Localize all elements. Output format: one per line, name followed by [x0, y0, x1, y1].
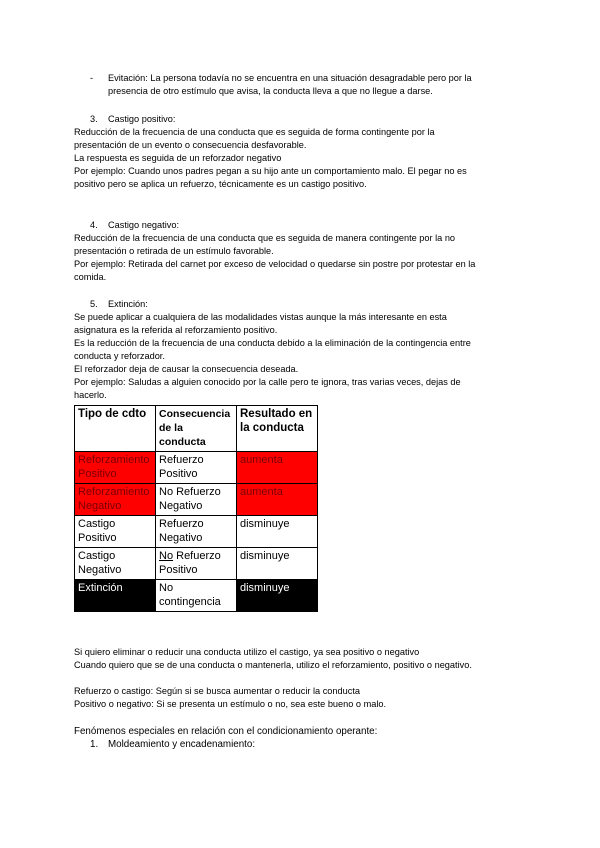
summary-block-2: Refuerzo o castigo: Según si se busca aumentar o reducir la conducta Positivo o negativo: Si se presenta un estímulo o no, sea este bueno o malo.: [74, 686, 387, 709]
header-consecuencia: Consecuencia de la conducta: [156, 406, 237, 452]
cell-tipo: Reforzamiento Negativo: [75, 484, 156, 516]
bullet-marker: -: [90, 73, 94, 83]
cell-resultado: aumenta: [237, 452, 318, 484]
evitacion-text: Evitación: La persona todavía no se encuentra en una situación desagradable pero por la presencia de otro estímulo que avisa, la conducta lleva a que no llegue a darse.: [108, 73, 472, 96]
cell-consecuencia: No Refuerzo Positivo: [156, 548, 237, 580]
castigo-positivo-body: Reducción de la frecuencia de una conducta que es seguida de forma contingente por la presentación de un evento o consecuencia desfavorable. La respuesta es seguida de un reforzador negativo Por ejemplo: Cuando unos padres pegan a su hijo ante un comportamiento malo. El pegar no es positivo pero se aplica un refuerzo, técnicamente es un castigo positivo.: [74, 127, 467, 189]
fenomenos-title: Fenómenos especiales en relación con el condicionamiento operante:: [74, 726, 378, 737]
extincion-body: Se puede aplicar a cualquiera de las modalidades vistas aunque la más interesante en esta asignatura es la referida al reforzamiento positivo. Es la reducción de la frecuencia de una conducta debido a la eliminación de la contingencia entre conducta y reforzador. El reforzador deja de causar la consecuencia deseada. Por ejemplo: Saludas a alguien conocido por la calle pero te ignora, tras varias veces, dejas de hacerlo.: [74, 312, 471, 400]
cell-resultado: disminuye: [237, 548, 318, 580]
castigo-negativo-heading: 4. Castigo negativo:: [90, 220, 179, 230]
conditioning-table: [74, 405, 318, 612]
table-row: [75, 516, 318, 548]
castigo-negativo-body: Reducción de la frecuencia de una conducta que es seguida de manera contingente por la no presentación o retirada de un estímulo favorable. Por ejemplo: Retirada del carnet por exceso de velocidad o quedarse sin postre por protestar en la comida.: [74, 233, 476, 282]
table-row: [75, 580, 318, 612]
header-tipo: Tipo de cdto: [75, 406, 156, 452]
cell-consecuencia: Refuerzo Positivo: [156, 452, 237, 484]
extincion-heading: 5. Extinción:: [90, 299, 148, 309]
header-resultado: Resultado en la conducta: [237, 406, 318, 452]
table-header-row: [75, 406, 318, 452]
cell-resultado: disminuye: [237, 516, 318, 548]
cell-resultado: disminuye: [237, 580, 318, 612]
table-row: [75, 484, 318, 516]
cell-tipo: Castigo Positivo: [75, 516, 156, 548]
summary-block-1: Si quiero eliminar o reducir una conducta utilizo el castigo, ya sea positivo o negativo Cuando quiero que se de una conducta o mantenerla, utilizo el reforzamiento, positivo o negativo.: [74, 647, 472, 670]
table-row: [75, 548, 318, 580]
table-row: [75, 452, 318, 484]
cell-tipo: Extinción: [75, 580, 156, 612]
cell-consecuencia: No Refuerzo Negativo: [156, 484, 237, 516]
cell-consecuencia: Refuerzo Negativo: [156, 516, 237, 548]
cell-tipo: Reforzamiento Positivo: [75, 452, 156, 484]
cell-consecuencia: No contingencia: [156, 580, 237, 612]
fenomenos-item: 1. Moldeamiento y encadenamiento:: [90, 739, 256, 750]
cell-tipo: Castigo Negativo: [75, 548, 156, 580]
castigo-positivo-heading: 3. Castigo positivo:: [90, 114, 176, 124]
cell-resultado: aumenta: [237, 484, 318, 516]
